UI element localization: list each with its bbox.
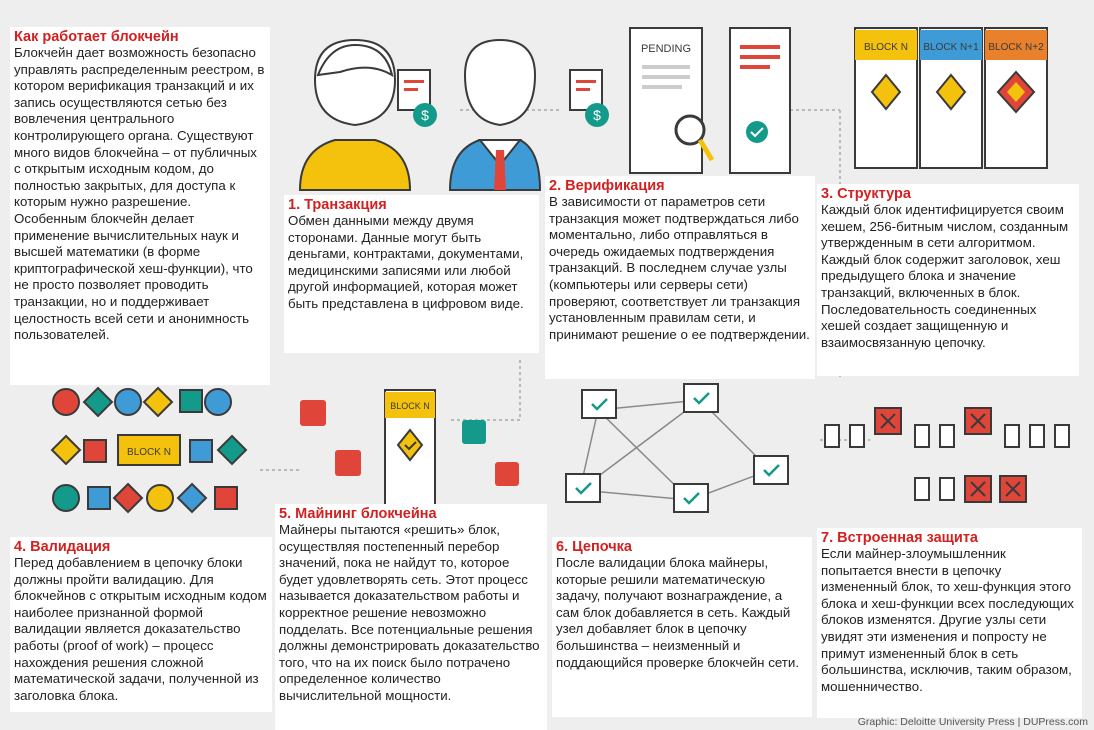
step-title: 4. Валидация [14, 539, 111, 555]
verification-illustration [570, 28, 790, 173]
transaction-illustration [300, 40, 540, 190]
mining-illustration [300, 390, 519, 505]
source-credit: Graphic: Deloitte University Press | DUPress.com [857, 716, 1088, 728]
svg-text:BLOCK N: BLOCK N [127, 447, 171, 458]
step-structure-box [817, 184, 1079, 376]
svg-text:BLOCK N+1: BLOCK N+1 [923, 42, 979, 53]
step-validation-box [10, 537, 272, 712]
structure-illustration [855, 28, 1047, 168]
intro-box [10, 27, 270, 385]
svg-text:BLOCK N: BLOCK N [390, 401, 430, 411]
step-security-box [817, 528, 1082, 718]
chain-illustration [566, 384, 788, 512]
step-text: После валидации блока майнеры, которые решили математическую задачу, получают вознаграждение, а сам блок добавляется в сеть. Каждый узел добавляет блок в цепочку большинства – неизменный и поддающийся проверке блокчейн сети. [556, 555, 800, 670]
intro-text: Блокчейн дает возможность безопасно управлять распределенным реестром, в котором верификация транзакций и их запись осуществляются сетью без вовлечения центрального контролирующего органа. Существуют много видов блокчейна – от публичных с открытым исходным кодом, до полностью закрытых, для доступа к которым нужно разрешение. Особенным блокчейн делает применение вычислительных наук и высшей математики (в форме криптографической хеш-функции), что не просто позволяет проводить транзакции, но и поддерживает целостность всей сети и анонимность пользователей. [14, 45, 265, 343]
step-verification-box [545, 176, 815, 379]
step-title: 7. Встроенная защита [821, 530, 979, 546]
svg-text:BLOCK N+2: BLOCK N+2 [988, 42, 1044, 53]
money-symbol: $ [421, 107, 429, 123]
svg-text:$: $ [593, 107, 601, 123]
step-title: 6. Цепочка [556, 539, 632, 555]
intro-title: Как работает блокчейн [14, 29, 179, 45]
validation-illustration [52, 388, 246, 512]
pending-label: PENDING [640, 43, 692, 55]
step-transaction-box [284, 195, 539, 353]
step-title: 1. Транзакция [288, 197, 387, 213]
step-chain-box [552, 537, 812, 717]
step-text: Перед добавлением в цепочку блоки должны пройти валидацию. Для блокчейнов с открытым исходным кодом наиболее признанной формой валидации является доказательство работы (proof of work) – процесс нахождения решения сложной математической задачи, полученной из заголовка блока. [14, 555, 267, 703]
step-text: Обмен данными между двумя сторонами. Данные могут быть деньгами, контрактами, документами, медицинскими записями или любой другой информацией, которая может быть представлена в цифровом виде. [288, 213, 524, 311]
step-mining-box [275, 504, 547, 730]
step-title: 5. Майнинг блокчейна [279, 506, 437, 522]
step-title: 3. Структура [821, 186, 911, 202]
step-text: Каждый блок идентифицируется своим хешем, 256-битным числом, созданным утвержденным в сети алгоритмом. Каждый блок содержит заголовок, хеш предыдущего блока и значение транзакций, включенных в блок. Последовательность соединенных хешей создает защищенную и взаимосвязанную цепочку. [821, 202, 1069, 350]
svg-text:BLOCK N: BLOCK N [864, 42, 908, 53]
step-text: В зависимости от параметров сети транзакция может подтверждаться либо моментально, либо отправляться в очередь ожидаемых подтверждения транзакций. В последнем случае узлы (компьютеры или серверы сети) проверяют, соответствует ли транзакция установленным правилам сети, и принимают решение о ее подтверждении. [549, 194, 810, 342]
security-illustration [825, 408, 1069, 502]
step-text: Майнеры пытаются «решить» блок, осуществляя постепенный перебор значений, пока не найдут то, которое будет удовлетворять сеть. Этот процесс называется доказательством работы и корректное решение невозможно подделать. Все потенциальные решения должны демонстрировать доказательство того, что на их поиск было потрачено определенное количество вычислительной мощности. [279, 522, 540, 703]
step-text: Если майнер-злоумышленник попытается внести в цепочку измененный блок, то хеш-функция этого блока и хеш-функции всех последующих блоков изменятся. Другие узлы сети увидят эти изменения и попросту не примут измененный блок в сеть большинства, исключив, таким образом, мошенничество. [821, 546, 1074, 694]
step-title: 2. Верификация [549, 178, 665, 194]
